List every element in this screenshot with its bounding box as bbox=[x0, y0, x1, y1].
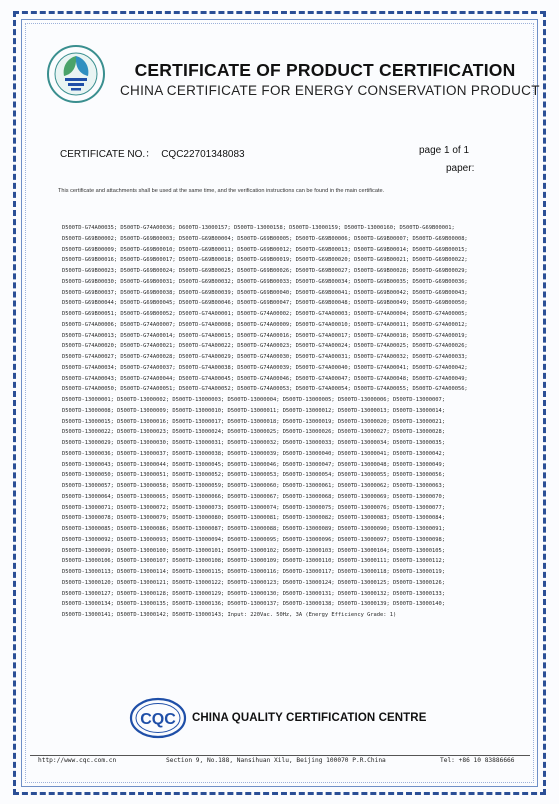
model-list-line: D500TD-13000001; D500TD-13000002; D500TD-13000003; D500TD-13000004; D500TD-13000005; D500TD-13000006; D500TD-13000007; bbox=[62, 397, 445, 403]
model-list-line: D500TD-13000022; D500TD-13000023; D500TD-13000024; D500TD-13000025; D500TD-13000026; D500TD-13000027; D500TD-13000028; bbox=[62, 429, 445, 436]
model-list-line: D500TD-G69B00030; D500TD-G69B00031; D500TD-G69B00032; D500TD-G69B00033; D500TD-G69B00034; D500TD-G69B00035; D500TD-G69B00036; bbox=[62, 278, 468, 285]
model-list-line: D500TD-G69B00016; D500TD-G69B00017; D500TD-G69B00018; D500TD-G69B00019; D500TD-G69B00020; D500TD-G69B00021; D500TD-G69B00022; bbox=[62, 257, 468, 264]
usage-notice: This certificate and attachments shall be used at the same time, and the verification instructions can be found in the main certificate. bbox=[58, 188, 385, 194]
model-list-line: D500TD-13000015; D500TD-13000016; D500TD-13000017; D500TD-13000018; D500TD-13000019; D500TD-13000020; D500TD-13000021; bbox=[62, 418, 445, 425]
footer-url: http://www.cqc.com.cn bbox=[38, 757, 117, 764]
cqc-logo-icon bbox=[129, 697, 187, 739]
model-list-line: D500TD-13000120; D500TD-13000121; D500TD-13000122; D500TD-13000123; D500TD-13000124; D500TD-13000125; D500TD-13000126; bbox=[62, 579, 445, 586]
certificate-number bbox=[60, 145, 245, 160]
model-list-line: D500TD-G69B00009; D500TD-G69B00010; D500TD-G69B00011; D500TD-G69B00012; D500TD-G69B00013; D500TD-G69B00014; D500TD-G69B00015; bbox=[62, 246, 468, 253]
model-list-line: D500TD-13000092; D500TD-13000093; D500TD-13000094; D500TD-13000095; D500TD-13000096; D500TD-13000097; D500TD-13000098; bbox=[62, 536, 445, 543]
model-list-line: D500TD-13000127; D500TD-13000128; D500TD-13000129; D500TD-13000130; D500TD-13000131; D500TD-13000132; D500TD-13000133; bbox=[62, 590, 445, 597]
model-list bbox=[62, 223, 532, 621]
model-list-line: D500TD-G74A00027; D500TD-G74A00028; D500TD-G74A00029; D500TD-G74A00030; D500TD-G74A00031; D500TD-G74A00032; D500TD-G74A00033; bbox=[62, 354, 468, 360]
model-list-line: D500TD-G69B00037; D500TD-G69B00038; D500TD-G69B00039; D500TD-G69B00040; D500TD-G69B00041; D500TD-G69B00042; D500TD-G69B00043; bbox=[62, 289, 468, 296]
energy-conservation-logo-icon bbox=[46, 44, 106, 104]
model-list-line: D500TD-13000085; D500TD-13000086; D500TD-13000087; D500TD-13000088; D500TD-13000089; D500TD-13000090; D500TD-13000091; bbox=[62, 526, 445, 532]
model-list-line: D500TD-G74A00035; D500TD-G74A00036; D600TD-13000157; D500TD-13000158; D500TD-13000159; D500TD-13000160; D500TD-G69B00001; bbox=[62, 225, 455, 231]
model-list-line: D500TD-G69B00051; D500TD-G69B00052; D500TD-G74A00001; D500TD-G74A00002; D500TD-G74A00003; D500TD-G74A00004; D500TD-G74A00005; bbox=[62, 311, 468, 317]
page-indicator: page 1 of 1 bbox=[419, 145, 470, 156]
model-list-line: D500TD-13000064; D500TD-13000065; D500TD-13000066; D500TD-13000067; D500TD-13000068; D500TD-13000069; D500TD-13000070; bbox=[62, 493, 445, 500]
model-list-line: D500TD-G74A00013; D500TD-G74A00014; D500TD-G74A00015; D500TD-G74A00016; D500TD-G74A00017; D500TD-G74A00018; D500TD-G74A00019; bbox=[62, 332, 468, 339]
footer-divider bbox=[30, 755, 530, 756]
footer-telephone: Tel: +86 10 83886666 bbox=[440, 757, 515, 764]
model-list-line: D500TD-G74A00050; D500TD-G74A00051; D500TD-G74A00052; D500TD-G74A00053; D500TD-G74A00054; D500TD-G74A00055; D500TD-G74A00056; bbox=[62, 386, 468, 393]
model-list-line: D500TD-13000057; D500TD-13000058; D500TD-13000059; D500TD-13000060; D500TD-13000061; D500TD-13000062; D500TD-13000063; bbox=[62, 483, 445, 489]
model-list-line: D500TD-13000078; D500TD-13000079; D500TD-13000080; D500TD-13000081; D500TD-13000082; D500TD-13000083; D500TD-13000084; bbox=[62, 515, 445, 522]
footer-address: Section 9, No.188, Nansihuan Xilu, Beijing 100070 P.R.China bbox=[166, 757, 386, 764]
model-list-line: D500TD-G74A00034; D500TD-G74A00037; D500TD-G74A00038; D500TD-G74A00039; D500TD-G74A00040; D500TD-G74A00041; D500TD-G74A00042; bbox=[62, 364, 468, 371]
model-list-line: D500TD-13000113; D500TD-13000114; D500TD-13000115; D500TD-13000116; D500TD-13000117; D500TD-13000118; D500TD-13000119; bbox=[62, 569, 445, 575]
model-list-line: D500TD-13000050; D500TD-13000051; D500TD-13000052; D500TD-13000053; D500TD-13000054; D500TD-13000055; D500TD-13000056; bbox=[62, 472, 445, 479]
model-list-line: D500TD-G69B00002; D500TD-G69B00003; D500TD-G69B00004; D500TD-G69B00005; D500TD-G69B00006; D500TD-G69B00007; D500TD-G69B00008; bbox=[62, 235, 468, 242]
certificate-title: CERTIFICATE OF PRODUCT CERTIFICATION bbox=[134, 60, 516, 80]
model-list-line: D500TD-G74A00006; D500TD-G74A00007; D500TD-G74A00008; D500TD-G74A00009; D500TD-G74A00010; D500TD-G74A00011; D500TD-G74A00012; bbox=[62, 321, 468, 328]
certificate-number-label: CERTIFICATE NO.： bbox=[60, 149, 156, 160]
model-list-line: D500TD-13000029; D500TD-13000030; D500TD-13000031; D500TD-13000032; D500TD-13000033; D500TD-13000034; D500TD-13000035; bbox=[62, 440, 445, 446]
organization-name: CHINA QUALITY CERTIFICATION CENTRE bbox=[192, 712, 427, 724]
model-list-line: D500TD-G69B00023; D500TD-G69B00024; D500TD-G69B00025; D500TD-G69B00026; D500TD-G69B00027; D500TD-G69B00028; D500TD-G69B00029; bbox=[62, 268, 468, 274]
model-list-line: D500TD-13000099; D500TD-13000100; D500TD-13000101; D500TD-13000102; D500TD-13000103; D500TD-13000104; D500TD-13000105; bbox=[62, 547, 445, 554]
model-list-line: D500TD-13000134; D500TD-13000135; D500TD-13000136; D500TD-13000137; D500TD-13000138; D500TD-13000139; D500TD-13000140; bbox=[62, 601, 445, 608]
model-list-line: D500TD-13000043; D500TD-13000044; D500TD-13000045; D500TD-13000046; D500TD-13000047; D500TD-13000048; D500TD-13000049; bbox=[62, 461, 445, 468]
certificate-number-value: CQC22701348083 bbox=[161, 149, 245, 160]
model-list-line: D500TD-13000106; D500TD-13000107; D500TD-13000108; D500TD-13000109; D500TD-13000110; D500TD-13000111; D500TD-13000112; bbox=[62, 558, 445, 565]
cqc-logo-text: CQC bbox=[140, 711, 176, 728]
model-list-line: D500TD-13000141; D500TD-13000142; D500TD-13000143; Input: 220Vac. 50Hz, 3A (Energy Efficiency Grade: 1) bbox=[62, 612, 397, 618]
paper-label: paper: bbox=[446, 163, 475, 174]
model-list-line: D500TD-G74A00020; D500TD-G74A00021; D500TD-G74A00022; D500TD-G74A00023; D500TD-G74A00024; D500TD-G74A00025; D500TD-G74A00026; bbox=[62, 343, 468, 350]
model-list-line: D500TD-13000036; D500TD-13000037; D500TD-13000038; D500TD-13000039; D500TD-13000040; D500TD-13000041; D500TD-13000042; bbox=[62, 450, 445, 457]
model-list-line: D500TD-13000071; D500TD-13000072; D500TD-13000073; D500TD-13000074; D500TD-13000075; D500TD-13000076; D500TD-13000077; bbox=[62, 504, 445, 511]
model-list-line: D500TD-G74A00043; D500TD-G74A00044; D500TD-G74A00045; D500TD-G74A00046; D500TD-G74A00047; D500TD-G74A00048; D500TD-G74A00049; bbox=[62, 375, 468, 382]
model-list-line: D500TD-13000008; D500TD-13000009; D500TD-13000010; D500TD-13000011; D500TD-13000012; D500TD-13000013; D500TD-13000014; bbox=[62, 407, 445, 414]
certificate-subtitle: CHINA CERTIFICATE FOR ENERGY CONSERVATION PRODUCT bbox=[120, 83, 540, 98]
model-list-line: D500TD-G69B00044; D500TD-G69B00045; D500TD-G69B00046; D500TD-G69B00047; D500TD-G69B00048; D500TD-G69B00049; D500TD-G69B00050; bbox=[62, 300, 468, 307]
